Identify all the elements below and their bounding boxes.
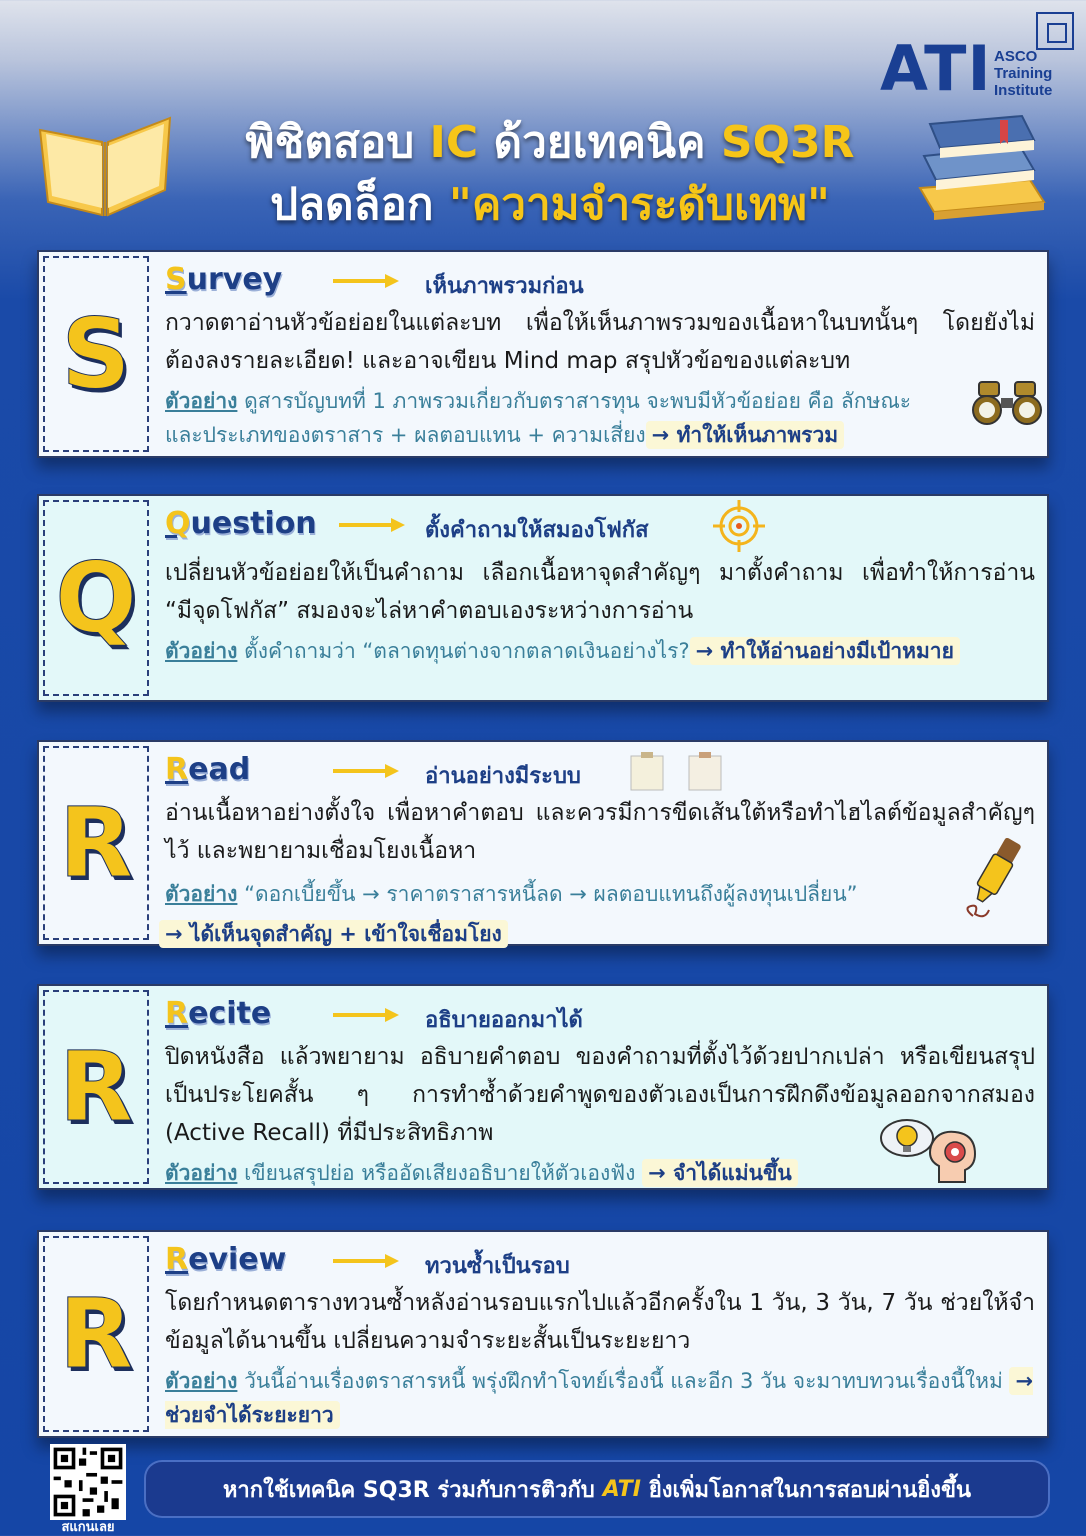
step-card-read [37, 740, 1049, 946]
step-letter: Q [55, 542, 137, 654]
term-first-letter: Q [165, 506, 191, 541]
footer-text: หากใช้เทคนิค SQ3R ร่วมกับการติวกับ [222, 1477, 595, 1503]
example-result: → จำได้แม่นขึ้น [642, 1159, 798, 1187]
letter-box [43, 256, 149, 452]
book-stack-icon [910, 110, 1050, 230]
title-highlight-sq3r: SQ3R [720, 117, 855, 168]
letter-box [43, 746, 149, 940]
term-first-letter: S [165, 262, 187, 297]
step-letter: R [59, 1031, 133, 1143]
example-text: “ดอกเบี้ยขึ้น → ราคาตราสารหนี้ลด → ผลตอบแทนถึงผู้ลงทุนเปลี่ยน” [237, 882, 858, 906]
term-first-letter: R [165, 752, 189, 787]
step-body: ปิดหนังสือ แล้วพยายาม อธิบายคำตอบ ของคำถามที่ตั้งไว้ด้วยปากเปล่า หรือเขียนสรุป เป็นประโยคสั้น ๆ การทำซ้ำด้วยคำพูดของตัวเองเป็นการฝึกดึงข้อมูลออกจากสมอง (Active Recall) ที่มีประสิทธิภาพ [165, 1044, 1035, 1146]
title-part: พิชิตสอบ [245, 117, 430, 168]
example-text: เขียนสรุปย่อ หรืออัดเสียงอธิบายให้ตัวเองฟัง [237, 1161, 643, 1185]
step-body: โดยกำหนดตารางทวนซ้ำหลังอ่านรอบแรกไปแล้วอีกครั้งใน 1 วัน, 3 วัน, 7 วัน ช่วยให้จำข้อมูลได้นานขึ้น เปลี่ยนความจำระยะสั้นเป็นระยะยาว [165, 1290, 1035, 1354]
term-first-letter: R [165, 996, 189, 1031]
qr-label: สแกนเลย [61, 1520, 115, 1535]
step-heading [165, 750, 1035, 794]
step-subtitle: ทวนซ้ำเป็นรอบ [425, 1254, 570, 1279]
sticky-notes-icon [627, 752, 747, 792]
step-subtitle: เห็นภาพรวมก่อน [425, 274, 584, 299]
step-example [165, 384, 1035, 452]
step-content [165, 260, 1035, 452]
logo-ati-text: ATI [880, 32, 992, 105]
step-letter: R [59, 787, 133, 899]
logo-institute-text [994, 48, 1052, 99]
step-term [165, 1242, 286, 1277]
title-line1 [180, 112, 920, 174]
example-result: → ทำให้เห็นภาพรวม [646, 421, 844, 449]
step-subtitle: ตั้งคำถามให้สมองโฟกัส [425, 518, 649, 543]
term-rest: ead [188, 752, 251, 787]
step-example [165, 634, 1035, 668]
arrow-right-icon [333, 1254, 399, 1268]
step-body: เปลี่ยนหัวข้อย่อยให้เป็นคำถาม เลือกเนื้อหาจุดสำคัญๆ มาตั้งคำถาม เพื่อทำให้การอ่าน “มีจุดโฟกัส” สมองจะไล่หาคำตอบเองระหว่างการอ่าน [165, 560, 1035, 624]
highlighter-icon [959, 836, 1029, 922]
example-text: วันนี้อ่านเรื่องตราสารหนี้ พรุ่งฝึกทำโจทย์เรื่องนี้ และอีก 3 วัน จะมาทบทวนเรื่องนี้ใหม่ [237, 1369, 1010, 1393]
title-highlight-memory: "ความจำระดับเทพ" [448, 179, 830, 230]
logo-square-icon [1036, 12, 1074, 50]
step-letter: R [59, 1278, 133, 1390]
open-book-icon [30, 110, 180, 220]
footer-banner [144, 1460, 1050, 1518]
title-part: ปลดล็อก [270, 179, 449, 230]
title-line2 [180, 174, 920, 236]
example-label: ตัวอย่าง [165, 882, 238, 906]
arrow-right-icon [333, 764, 399, 778]
example-label: ตัวอย่าง [165, 639, 238, 663]
step-heading [165, 504, 1035, 554]
term-rest: uestion [190, 506, 317, 541]
logo-line2: Training [994, 65, 1053, 82]
page-title [180, 112, 920, 236]
term-rest: eview [188, 1242, 287, 1277]
step-content [165, 750, 1035, 954]
step-heading [165, 994, 1035, 1038]
step-content [165, 1240, 1035, 1432]
step-term [165, 262, 282, 297]
letter-box [43, 990, 149, 1184]
title-part: ด้วยเทคนิค [478, 117, 721, 168]
example-text: ดูสารบัญบทที่ 1 ภาพรวมเกี่ยวกับตราสารทุน จะพบมีหัวข้อย่อย คือ ลักษณะและประเภทของตราสาร + ผลตอบแทน + ความเสี่ยง [165, 389, 912, 447]
target-icon [713, 500, 765, 552]
qr-code-icon[interactable] [50, 1444, 126, 1520]
example-label: ตัวอย่าง [165, 1369, 238, 1393]
arrow-right-icon [333, 274, 399, 288]
step-letter: S [61, 298, 131, 410]
footer-text: ยิ่งเพิ่มโอกาสในการสอบผ่านยิ่งขึ้น [648, 1477, 972, 1503]
step-subtitle: อ่านอย่างมีระบบ [425, 764, 581, 789]
arrow-right-icon [339, 518, 405, 532]
step-term [165, 752, 250, 787]
term-first-letter: R [165, 1242, 189, 1277]
example-text: ตั้งคำถามว่า “ตลาดทุนต่างจากตลาดเงินอย่างไร? [237, 639, 690, 663]
example-result: → ทำให้อ่านอย่างมีเป้าหมาย [690, 637, 960, 665]
term-rest: urvey [186, 262, 283, 297]
step-heading [165, 1240, 1035, 1284]
ati-logo [880, 12, 1080, 105]
letter-box [43, 1236, 149, 1432]
step-example [165, 1364, 1035, 1432]
step-example [165, 874, 1035, 954]
step-card-survey [37, 250, 1049, 458]
title-highlight-ic: IC [429, 117, 479, 168]
letter-box [43, 500, 149, 696]
example-label: ตัวอย่าง [165, 1161, 238, 1185]
binoculars-icon [969, 378, 1045, 426]
logo-line3: Institute [994, 82, 1053, 99]
step-term [165, 996, 271, 1031]
step-content [165, 504, 1035, 668]
brain-idea-icon [879, 1110, 979, 1186]
logo-line1: ASCO [994, 48, 1038, 65]
step-body: กวาดตาอ่านหัวข้อย่อยในแต่ละบท เพื่อให้เห็นภาพรวมของเนื้อหาในบทนั้นๆ โดยยังไม่ต้องลงรายละเอียด! และอาจเขียน Mind map สรุปหัวข้อของแต่ละบท [165, 310, 1035, 374]
step-card-question [37, 494, 1049, 702]
arrow-right-icon [333, 1008, 399, 1022]
footer-highlight: ATI [602, 1476, 641, 1502]
term-rest: ecite [188, 996, 272, 1031]
step-body: อ่านเนื้อหาอย่างตั้งใจ เพื่อหาคำตอบ และควรมีการขีดเส้นใต้หรือทำไฮไลต์ข้อมูลสำคัญๆ ไว้ และพยายามเชื่อมโยงเนื้อหา [165, 800, 1035, 864]
example-label: ตัวอย่าง [165, 389, 238, 413]
step-card-recite [37, 984, 1049, 1190]
step-term [165, 506, 317, 541]
step-heading [165, 260, 1035, 304]
example-result: → ได้เห็นจุดสำคัญ + เข้าใจเชื่อมโยง [159, 920, 508, 948]
step-subtitle: อธิบายออกมาได้ [425, 1008, 583, 1033]
example-result: → ช่วยจำได้ระยะยาว [165, 1369, 1034, 1427]
step-card-review [37, 1230, 1049, 1438]
